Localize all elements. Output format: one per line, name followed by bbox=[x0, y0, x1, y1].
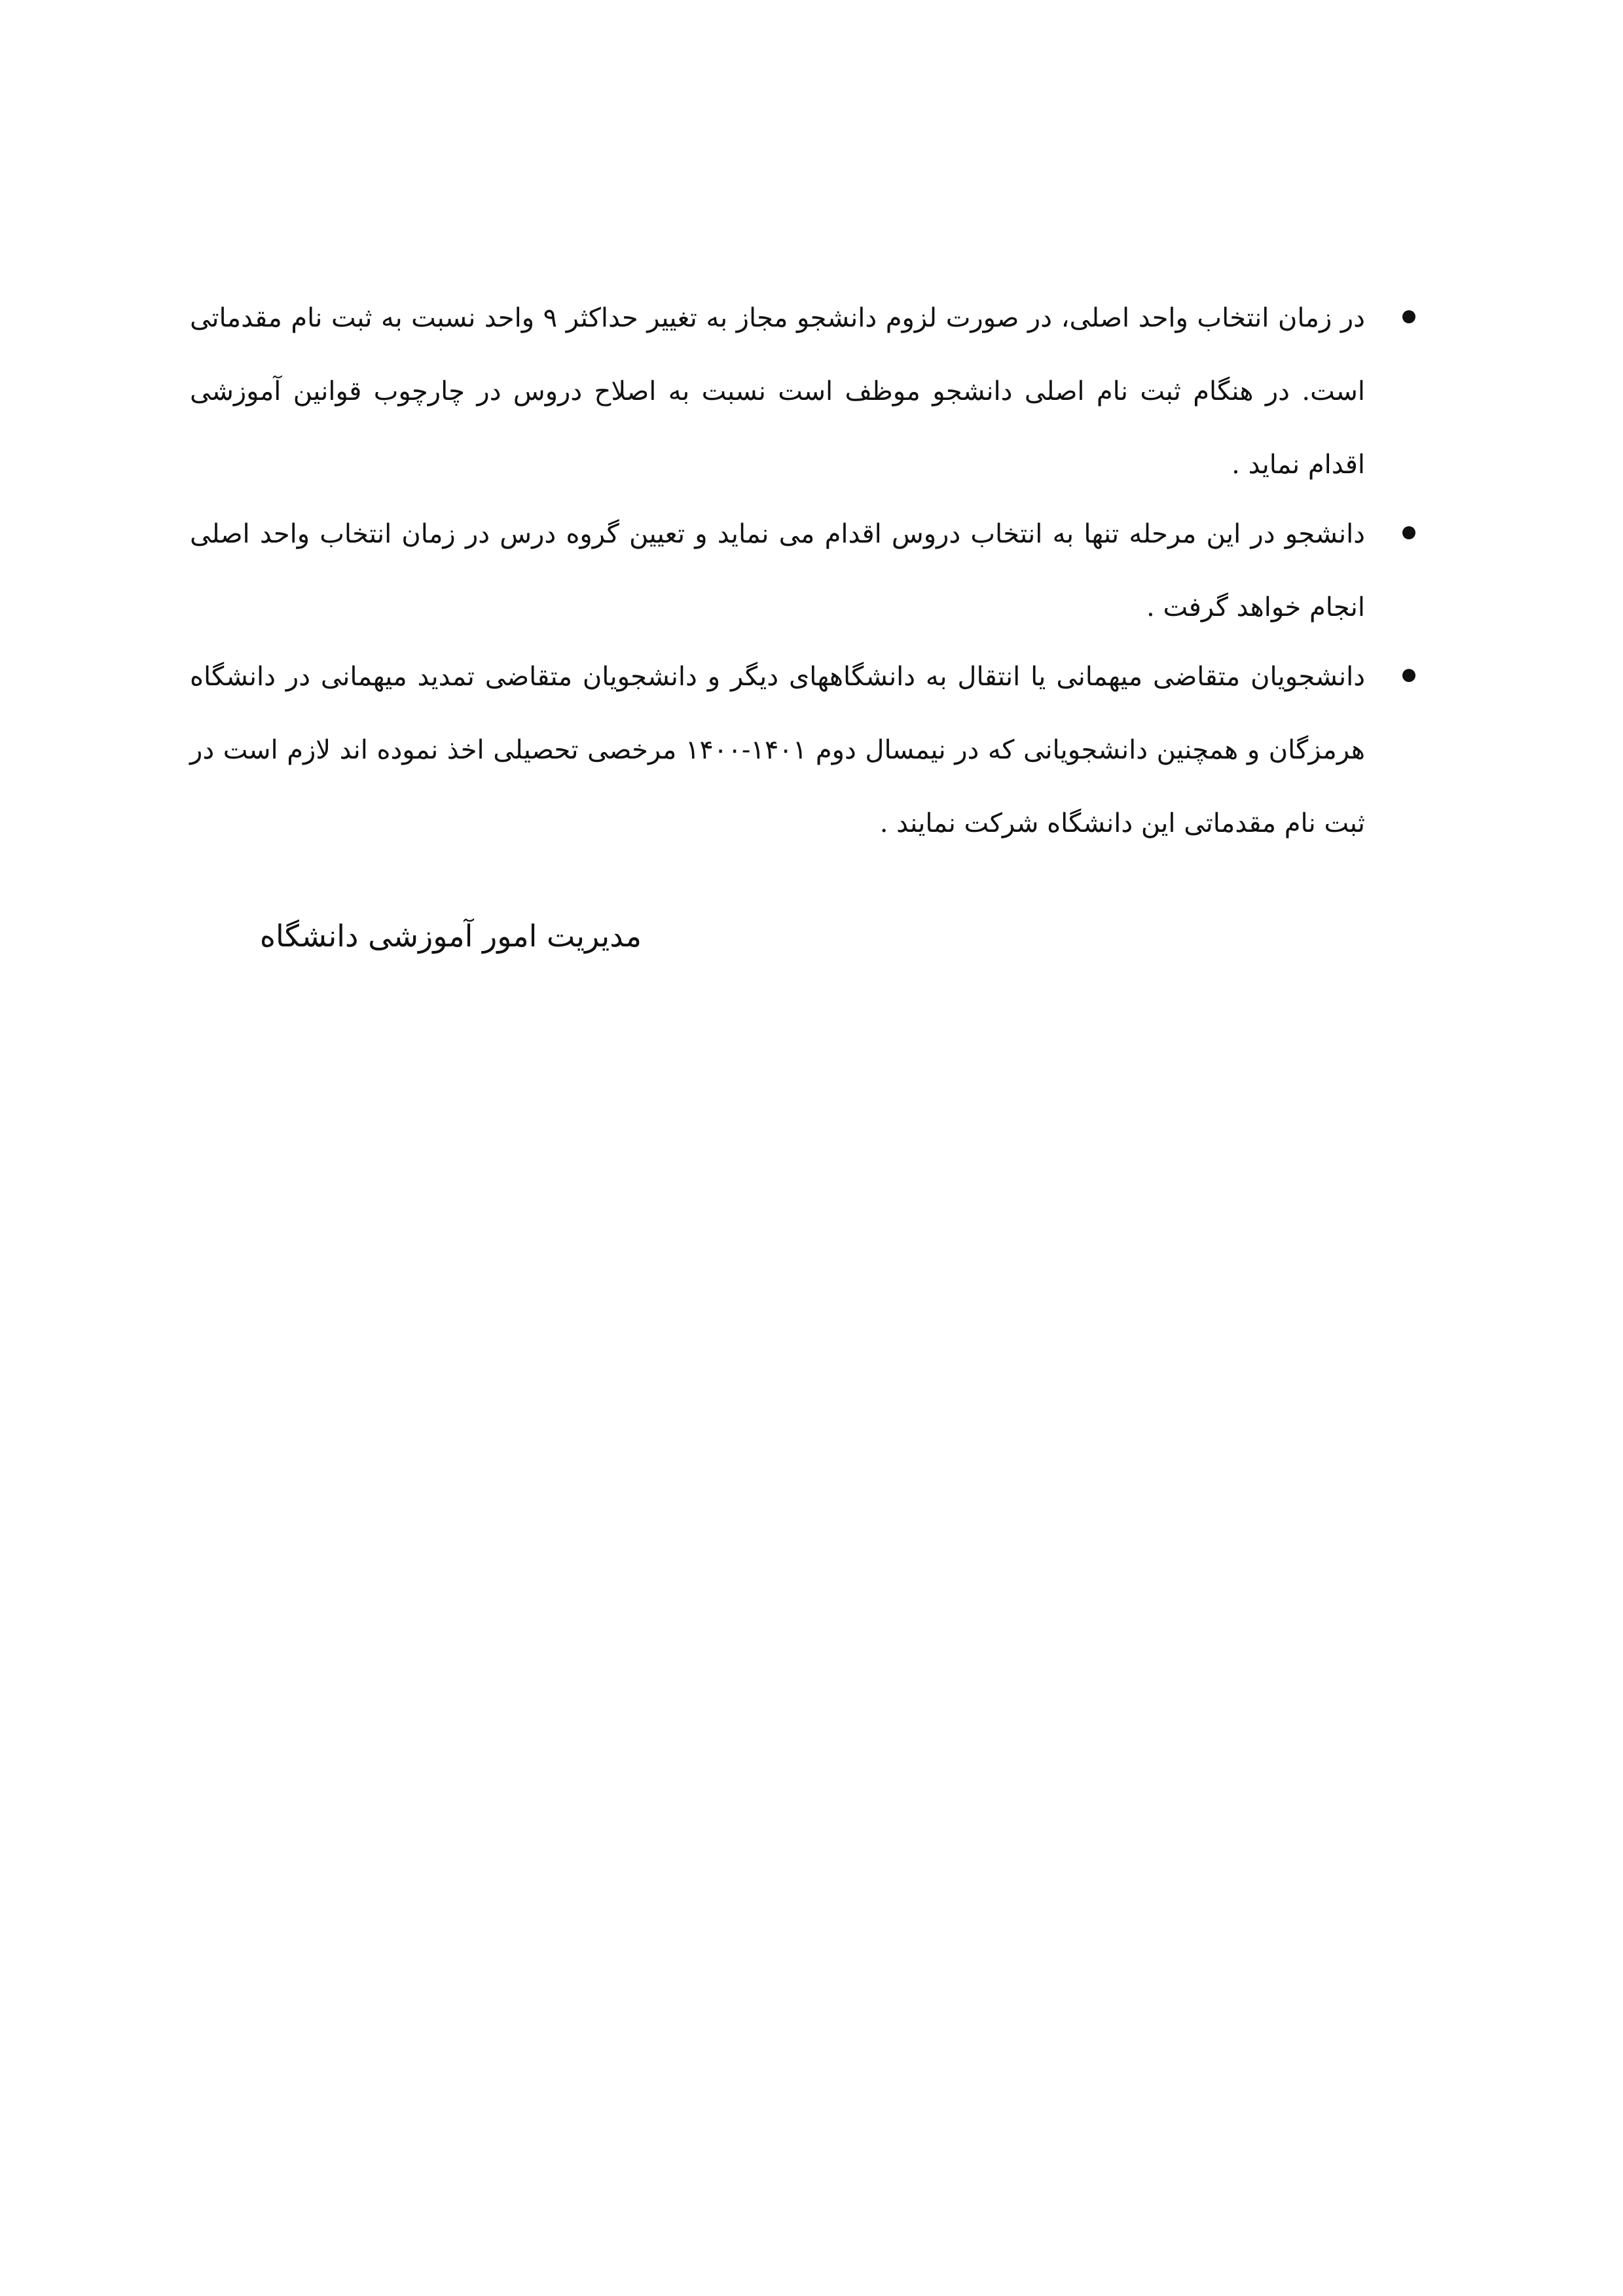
notice-body bbox=[190, 281, 1421, 856]
list-item-text: دانشجو در این مرحله تنها به انتخاب دروس اقدام می نماید و تعیین گروه درس در زمان انتخاب واحد اصلی انجام خواهد گرفت . bbox=[190, 519, 1365, 622]
bullet-icon bbox=[1402, 669, 1415, 682]
bullet-list bbox=[190, 281, 1421, 860]
bullet-icon bbox=[1402, 526, 1415, 539]
list-item-text: دانشجویان متقاضی میهمانی یا انتقال به دانشگاههای دیگر و دانشجویان متقاضی تمدید میهمانی در دانشگاه هرمزگان و همچنین دانشجویانی که در نیمسال دوم ۱۴۰۱-۱۴۰۰ مرخصی تحصیلی اخذ نموده اند لازم است در ثبت نام مقدماتی این دانشگاه شرکت نمایند . bbox=[190, 662, 1366, 838]
list-item bbox=[190, 497, 1421, 644]
list-item bbox=[190, 640, 1421, 860]
signature-line: مدیریت امور آموزشی دانشگاه bbox=[259, 918, 642, 954]
bullet-icon bbox=[1402, 310, 1415, 323]
list-item-text: در زمان انتخاب واحد اصلی، در صورت لزوم دانشجو مجاز به تغییر حداکثر ۹ واحد نسبت به ثبت نام مقدماتی است. در هنگام ثبت نام اصلی دانشجو موظف است نسبت به اصلاح دروس در چارچوب قوانین آموزشی اقدام نماید . bbox=[190, 303, 1365, 480]
list-item bbox=[190, 281, 1421, 501]
